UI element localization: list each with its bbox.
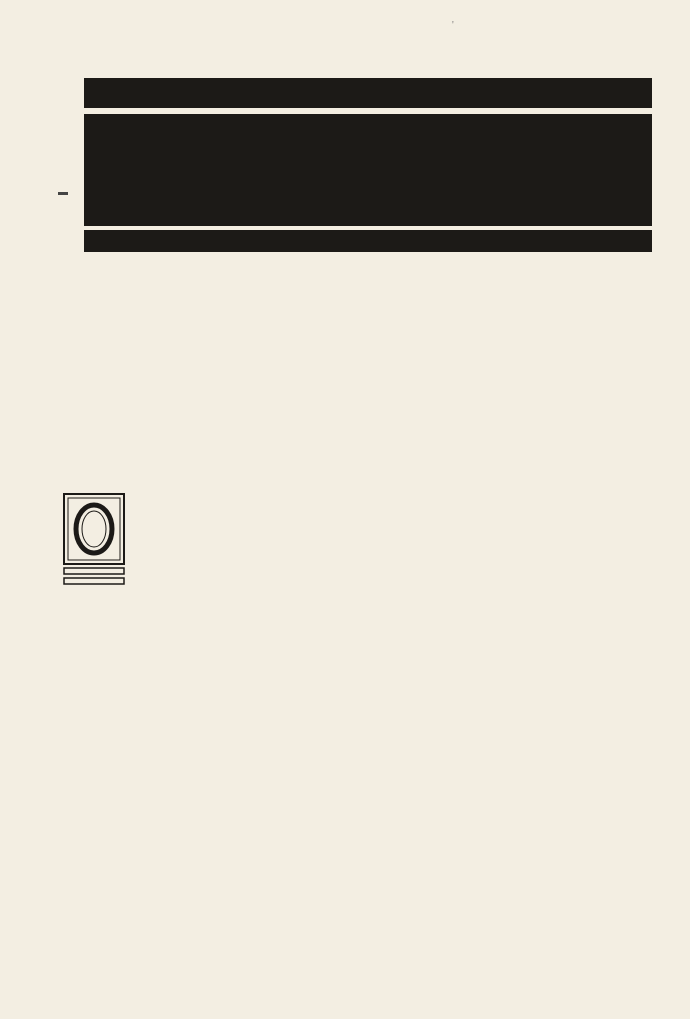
drop-cap	[62, 492, 126, 588]
ornamental-header-banner	[80, 72, 656, 256]
speck: '	[452, 20, 454, 31]
margin-mark	[58, 192, 68, 195]
ornament-illustration	[80, 72, 656, 256]
